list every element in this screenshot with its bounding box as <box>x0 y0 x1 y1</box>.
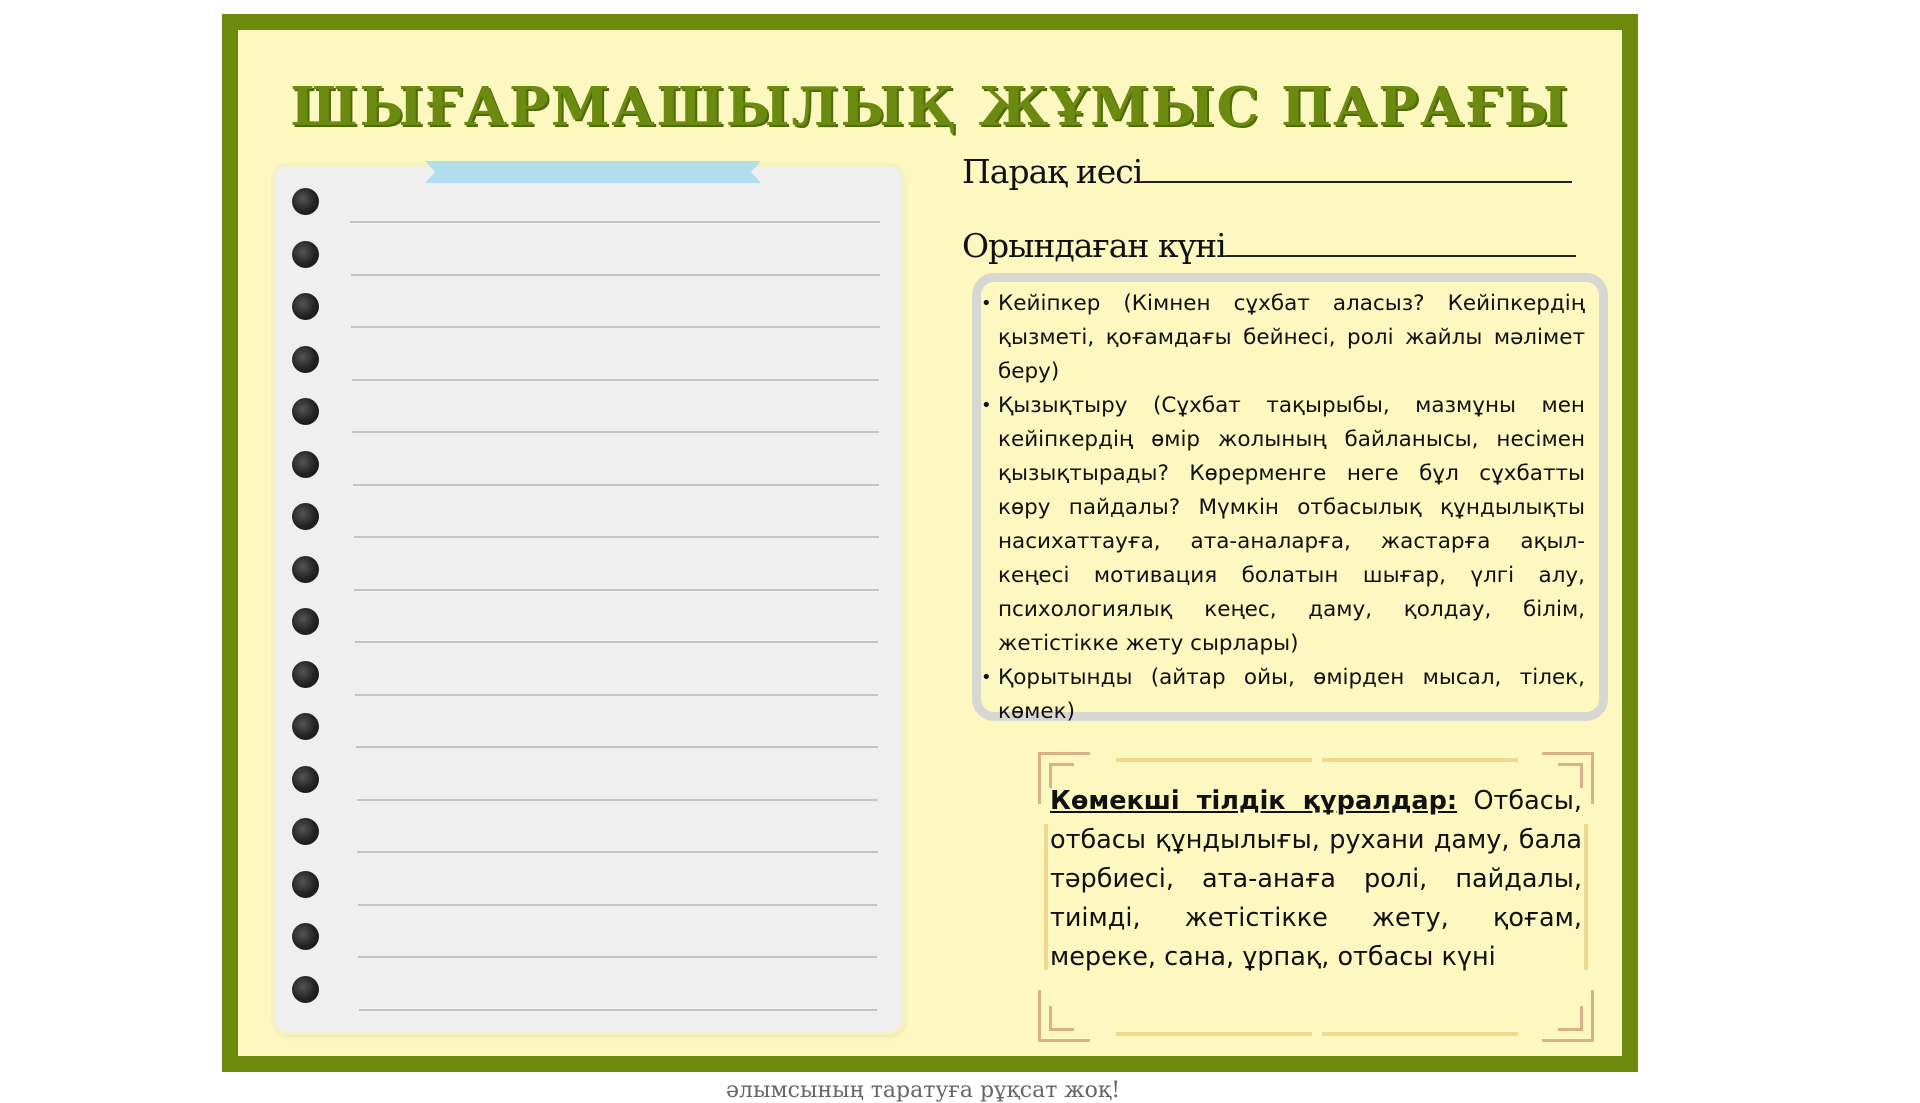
binder-hole <box>292 871 319 898</box>
frame-border <box>1116 758 1312 762</box>
helper-tools-frame <box>1038 752 1594 1042</box>
binder-hole <box>292 976 319 1003</box>
frame-corner-ornament <box>1542 990 1594 1042</box>
owner-field <box>962 152 1572 191</box>
helper-tools-label: Көмекші тілдік құралдар: <box>1050 786 1458 816</box>
binder-hole <box>292 398 319 425</box>
ruled-line[interactable] <box>352 379 880 381</box>
binder-hole <box>292 818 319 845</box>
ruled-line[interactable] <box>359 1009 877 1011</box>
tape-strip <box>425 161 761 183</box>
ruled-line[interactable] <box>351 326 879 328</box>
ruled-line[interactable] <box>355 641 879 643</box>
worksheet-title: ШЫҒАРМАШЫЛЫҚ ЖҰМЫС ПАРАҒЫ <box>290 76 1570 138</box>
guideline-item: • Қорытынды (айтар ойы, өмірден мысал, тілек, көмек) <box>998 661 1585 729</box>
binder-hole <box>292 923 319 950</box>
footer-note: әлымсының таратуға рұқсат жоқ! <box>726 1078 1121 1103</box>
ruled-line[interactable] <box>355 694 878 696</box>
binder-hole <box>292 346 319 373</box>
ruled-line[interactable] <box>357 851 877 853</box>
ruled-line[interactable] <box>358 956 877 958</box>
ruled-line[interactable] <box>354 589 878 591</box>
frame-border <box>1116 1032 1312 1036</box>
binder-hole <box>292 661 319 688</box>
date-input-line[interactable] <box>1226 229 1576 257</box>
notebook-page <box>275 167 901 1031</box>
ruled-line[interactable] <box>358 904 878 906</box>
frame-border <box>1584 824 1588 970</box>
ruled-line[interactable] <box>351 274 880 276</box>
frame-border <box>1322 1032 1518 1036</box>
frame-corner-ornament <box>1038 990 1090 1042</box>
binder-hole <box>292 766 319 793</box>
helper-tools-words: Отбасы, отбасы құндылығы, рухани даму, бала тәрбиесі, ата-анаға ролі, пайдалы, тиімді, жетістікке жету, қоғам, мереке, сана, ұрпақ, отбасы күні <box>1050 786 1582 972</box>
guidelines-box <box>972 273 1608 724</box>
binder-hole <box>292 451 319 478</box>
date-label: Орындаған күні <box>962 226 1226 265</box>
ruled-line[interactable] <box>356 746 878 748</box>
date-field <box>962 226 1576 265</box>
frame-border <box>1044 824 1048 970</box>
ruled-line[interactable] <box>353 484 879 486</box>
binder-hole <box>292 188 319 215</box>
binder-hole <box>292 556 319 583</box>
owner-input-line[interactable] <box>1142 155 1572 183</box>
frame-border <box>1322 758 1518 762</box>
ruled-line[interactable] <box>352 431 879 433</box>
guideline-item: • Кейіпкер (Кімнен сұхбат аласыз? Кейіпкердің қызметі, қоғамдағы бейнесі, ролі жайлы мәлімет беру) <box>998 287 1585 389</box>
ruled-line[interactable] <box>354 536 879 538</box>
binder-hole <box>292 713 319 740</box>
binder-hole <box>292 293 319 320</box>
binder-hole <box>292 608 319 635</box>
ruled-line[interactable] <box>357 799 878 801</box>
guideline-item: • Қызықтыру (Сұхбат тақырыбы, мазмұны мен кейіпкердің өмір жолының байланысы, несімен қызықтырады? Көрерменге неге бұл сұхбатты көру пайдалы? Мүмкін отбасылық құндылықты насихаттауға, ата-аналарға, жастарға ақыл-кеңесі мотивация болатын шығар, үлгі алу, психологиялық кеңес, даму, қолдау, білім, жетістікке жету сырлары) <box>998 389 1585 661</box>
binder-hole <box>292 241 319 268</box>
owner-label: Парақ иесі <box>962 152 1143 191</box>
binder-hole <box>292 503 319 530</box>
helper-tools-text <box>1050 782 1582 977</box>
ruled-line[interactable] <box>350 221 880 223</box>
